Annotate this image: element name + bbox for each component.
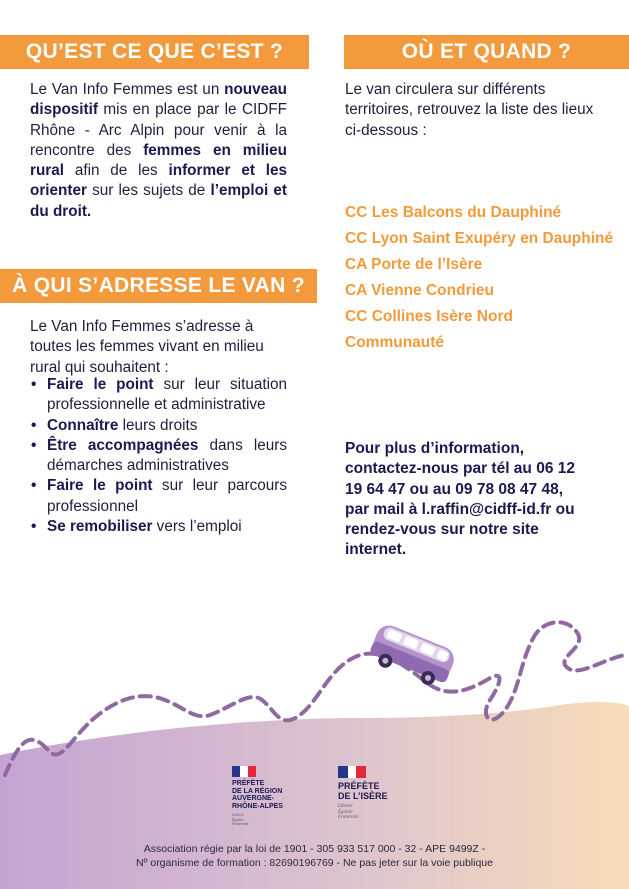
logo-title-line: DE L’ISÈRE: [338, 791, 388, 801]
motto-line: Fraternité: [232, 821, 249, 827]
place-item: CC Lyon Saint Exupéry en Dauphiné: [345, 230, 614, 247]
intro-text: Le Van Info Femmes est un: [30, 81, 225, 98]
where-paragraph: Le van circulera sur différents territoires, retrouvez la liste des lieux ci-dessous :: [345, 81, 594, 139]
list-item-text: dans leurs démarches administratives: [47, 436, 287, 475]
logo-title-line: AUVERGNE-: [232, 795, 275, 803]
motto-line: Liberté: [232, 812, 244, 818]
list-item-bold: Se remobiliser: [47, 518, 153, 536]
intro-bold: femmes en milieu rural: [30, 141, 287, 180]
list-item: [30, 375, 287, 416]
logo-title: [338, 781, 418, 801]
intro-text: sur les sujets de: [86, 182, 211, 200]
list-item-text: vers l’emploi: [152, 518, 242, 536]
motto-line: Fraternité: [338, 815, 359, 821]
who-paragraph: Le Van Info Femmes s’adresse à toutes les femmes vivant en milieu rural qui souhaitent :: [30, 318, 264, 376]
logo-title-line: RHÔNE-ALPES: [232, 802, 283, 810]
section-title-what: QU’EST CE QUE C’EST ?: [0, 35, 309, 69]
logo-title: [232, 780, 312, 810]
french-flag-icon: [338, 766, 366, 778]
contact-info: Pour plus d’information, contactez-nous par tél au 06 12 19 64 47 ou au 09 78 08 47 48, par mail à l.raffin@cidff-id.fr ou rendez-vous sur notre site internet.: [345, 440, 575, 559]
list-item: [30, 476, 287, 517]
motto-line: Égalité: [338, 809, 353, 815]
list-item: [30, 416, 287, 436]
logo-title-line: PRÉFÈTE: [232, 780, 265, 787]
list-item: [30, 436, 287, 477]
prefecture-region-logo: [232, 766, 312, 827]
motto-line: Égalité: [232, 816, 244, 822]
intro-bold: informer et les orienter: [30, 162, 287, 200]
needs-list: [30, 375, 287, 537]
list-item-text: sur leur parcours professionnel: [47, 477, 287, 515]
section-title-where: OÙ ET QUAND ?: [344, 35, 629, 69]
list-item: [30, 517, 287, 537]
footer-line: Nº organisme de formation : 82690196769 - Ne pas jeter sur la voie publique: [136, 856, 493, 869]
intro-text: mis en place par le CIDFF Rhône - Arc Alpin pour venir à la rencontre des: [30, 101, 287, 159]
motto-line: Liberté: [338, 804, 353, 809]
logo-title-line: DE LA RÉGION: [232, 787, 283, 795]
intro-paragraph: [30, 80, 287, 222]
intro-text: afin de les: [64, 162, 169, 180]
place-item: CC Collines Isère Nord Communauté: [345, 308, 513, 351]
french-flag-icon: [232, 766, 256, 777]
list-item-bold: Faire le point: [47, 376, 154, 393]
places-list: [345, 200, 615, 356]
logo-motto: [338, 804, 418, 821]
list-item-text: leurs droits: [118, 416, 198, 434]
intro-bold: l’emploi et du droit.: [30, 182, 287, 220]
place-item: CA Porte de l’Isère: [345, 256, 483, 273]
footer-legal: [60, 843, 569, 870]
list-item-bold: Connaître: [47, 416, 119, 434]
list-item-bold: Faire le point: [47, 477, 153, 495]
place-item: CC Les Balcons du Dauphiné: [345, 204, 562, 221]
footer-line: Association régie par la loi de 1901 - 305 933 517 000 - 32 - APE 9499Z -: [143, 843, 486, 855]
intro-bold: nouveau dispositif: [30, 81, 287, 119]
van-illustration: [366, 622, 458, 692]
logo-title-line: PRÉFÈTE: [338, 781, 380, 791]
place-item: CA Vienne Condrieu: [345, 282, 494, 299]
logo-motto: [232, 813, 312, 826]
list-item-bold: Être accompagnées: [47, 436, 199, 454]
prefecture-isere-logo: [338, 766, 418, 821]
list-item-text: sur leur situation professionnelle et administrative: [47, 376, 288, 414]
section-title-who: À QUI S’ADRESSE LE VAN ?: [0, 269, 317, 303]
